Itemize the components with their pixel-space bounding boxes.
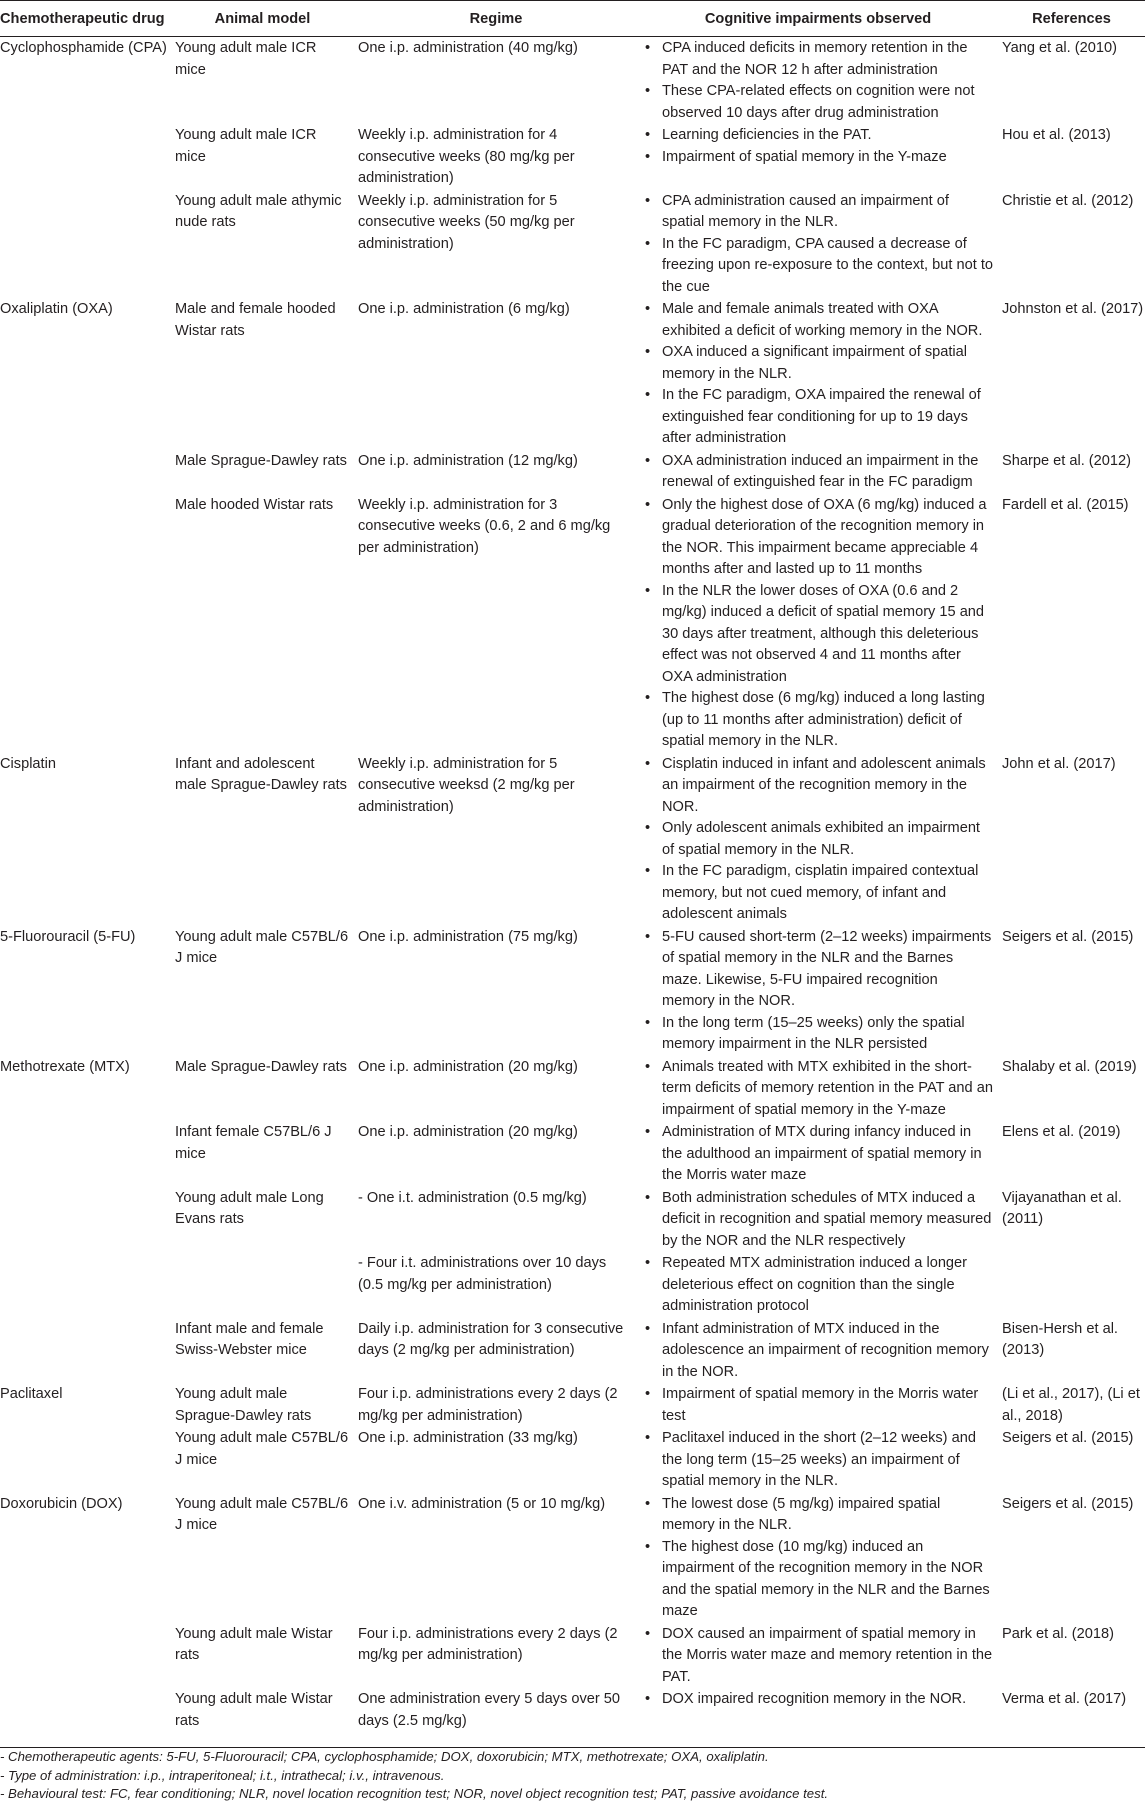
animal-model-cell: Young adult male C57BL/6 J mice	[175, 1430, 349, 1468]
header-cell-regime: Regime	[354, 1, 638, 37]
regime-cell: One i.v. administration (5 or 10 mg/kg)	[358, 1495, 606, 1512]
drug-cell	[0, 1252, 171, 1318]
animal-model-cell: Male Sprague-Dawley rats	[175, 1058, 347, 1075]
animal-model-cell: Young adult male C57BL/6 J mice	[175, 928, 349, 966]
reference-cell: Vijayanathan et al. (2011)	[1002, 1189, 1122, 1227]
regime-cell: - Four i.t. administrations over 10 days (0.5 mg/kg per administration)	[358, 1255, 607, 1293]
regime-cell: Weekly i.p. administration for 3 consecutive weeks (0.6, 2 and 6 mg/kg per administration)	[358, 496, 611, 556]
impairment-item: • Impairment of spatial memory in the Y-maze	[642, 147, 994, 169]
animal-model-cell: Infant and adolescent male Sprague-Dawley rats	[175, 755, 347, 793]
regime-cell: One i.p. administration (20 mg/kg)	[358, 1124, 578, 1140]
animal-model-cell	[171, 1252, 354, 1318]
reference-cell: Seigers et al. (2015)	[1002, 928, 1134, 945]
drug-cell: Oxaliplatin (OXA)	[0, 301, 113, 317]
impairment-list	[642, 1624, 994, 1689]
impairments-cell	[638, 298, 998, 450]
impairments-cell	[638, 926, 998, 1056]
drug-cell	[0, 450, 171, 494]
impairment-list	[642, 125, 994, 168]
drug-cell	[0, 190, 171, 299]
reference-cell: Hou et al. (2013)	[1002, 127, 1111, 143]
animal-model-cell: Young adult male Wistar rats	[175, 1625, 333, 1663]
animal-model-cell: Infant male and female Swiss-Webster mice	[175, 1320, 324, 1358]
regime-cell: Four i.p. administrations every 2 days (2 mg/kg per administration)	[358, 1386, 618, 1424]
impairment-item: • Cisplatin induced in infant and adolescent animals an impairment of the recognition memory in the NOR.	[642, 754, 994, 819]
table-row	[0, 298, 1145, 450]
header-cell-drug: Chemotherapeutic drug	[0, 1, 171, 37]
impairments-cell	[638, 1623, 998, 1689]
table-row	[0, 190, 1145, 299]
table-row	[0, 1318, 1145, 1384]
impairment-item: • The highest dose (10 mg/kg) induced an impairment of the recognition memory in the NOR and the spatial memory in the NLR and the Barnes maze	[642, 1537, 994, 1623]
impairment-item: • Only the highest dose of OXA (6 mg/kg) induced a gradual deterioration of the recognition memory in the NOR. This impairment became appreciable 4 months after and lasted up to 11 months	[642, 495, 994, 581]
impairments-cell	[638, 1427, 998, 1493]
table-row	[0, 1121, 1145, 1187]
impairment-item: • Repeated MTX administration induced a longer deleterious effect on cognition than the single administration protocol	[642, 1253, 994, 1318]
impairment-item: • DOX impaired recognition memory in the NOR.	[642, 1689, 994, 1711]
header-cell-references: References	[998, 1, 1145, 37]
impairment-item: • In the long term (15–25 weeks) only the spatial memory impairment in the NLR persisted	[642, 1013, 994, 1056]
impairment-item: • The lowest dose (5 mg/kg) impaired spatial memory in the NLR.	[642, 1494, 994, 1537]
drug-cell: Paclitaxel	[0, 1386, 63, 1402]
impairments-cell	[638, 190, 998, 299]
impairment-list	[642, 1319, 994, 1384]
drug-cell	[0, 124, 171, 190]
drug-cell	[0, 1318, 171, 1384]
animal-model-cell: Male and female hooded Wistar rats	[175, 301, 336, 339]
impairments-cell	[638, 1252, 998, 1318]
drug-cell: 5-Fluorouracil (5-FU)	[0, 928, 136, 945]
regime-cell: One i.p. administration (12 mg/kg)	[358, 452, 578, 469]
reference-cell: John et al. (2017)	[1002, 755, 1116, 772]
impairment-list	[642, 1428, 994, 1493]
impairment-item: • In the NLR the lower doses of OXA (0.6 and 2 mg/kg) induced a deficit of spatial memory 15 and 30 days after treatment, although this deleterious effect was not observed 4 and 11 months after OXA administration	[642, 581, 994, 689]
table-row	[0, 37, 1145, 125]
regime-cell: Daily i.p. administration for 3 consecutive days (2 mg/kg per administration)	[358, 1320, 624, 1358]
table-row	[0, 926, 1145, 1056]
reference-cell: Elens et al. (2019)	[1002, 1124, 1121, 1140]
header-cell-impairments: Cognitive impairments observed	[638, 1, 998, 37]
impairment-item: • In the FC paradigm, CPA caused a decrease of freezing upon re-exposure to the context, but not to the cue	[642, 234, 994, 299]
regime-cell: Four i.p. administrations every 2 days (2 mg/kg per administration)	[358, 1625, 618, 1663]
animal-model-cell: Young adult male C57BL/6 J mice	[175, 1495, 349, 1533]
impairment-item: • Impairment of spatial memory in the Morris water test	[642, 1384, 994, 1427]
impairments-cell	[638, 1187, 998, 1253]
animal-model-cell: Infant female C57BL/6 J mice	[175, 1124, 332, 1162]
drug-cell: Methotrexate (MTX)	[0, 1058, 130, 1075]
regime-cell: One i.p. administration (6 mg/kg)	[358, 301, 570, 317]
drug-cell: Cyclophosphamide (CPA)	[0, 40, 167, 56]
impairment-list	[642, 1188, 994, 1253]
regime-cell: One i.p. administration (20 mg/kg)	[358, 1058, 578, 1075]
animal-model-cell: Male Sprague-Dawley rats	[175, 452, 347, 469]
impairment-list	[642, 754, 994, 926]
reference-cell: Verma et al. (2017)	[1002, 1691, 1127, 1707]
impairments-cell	[638, 1493, 998, 1623]
impairment-list	[642, 299, 994, 450]
impairments-cell	[638, 37, 998, 125]
impairment-list	[642, 38, 994, 124]
reference-cell: Christie et al. (2012)	[1002, 192, 1134, 209]
reference-cell: Fardell et al. (2015)	[1002, 496, 1129, 513]
impairment-list	[642, 927, 994, 1056]
reference-cell: Sharpe et al. (2012)	[1002, 452, 1131, 469]
header-cell-model: Animal model	[171, 1, 354, 37]
table-row	[0, 1493, 1145, 1623]
impairment-item: • 5-FU caused short-term (2–12 weeks) impairments of spatial memory in the NLR and the Barnes maze. Likewise, 5-FU impaired recognition memory in the NOR.	[642, 927, 994, 1013]
impairment-list	[642, 1057, 994, 1122]
impairment-list	[642, 1253, 994, 1318]
impairment-item: • DOX caused an impairment of spatial memory in the Morris water maze and memory retention in the PAT.	[642, 1624, 994, 1689]
regime-cell: One i.p. administration (40 mg/kg)	[358, 40, 578, 56]
regime-cell: One i.p. administration (75 mg/kg)	[358, 928, 578, 945]
drug-cell: Doxorubicin (DOX)	[0, 1495, 123, 1512]
impairments-cell	[638, 1318, 998, 1384]
drug-cell	[0, 1187, 171, 1253]
regime-cell: Weekly i.p. administration for 4 consecutive weeks (80 mg/kg per administration)	[358, 127, 575, 186]
animal-model-cell: Young adult male Wistar rats	[175, 1691, 333, 1729]
impairments-cell	[638, 1688, 998, 1732]
drug-cell	[0, 1688, 171, 1732]
impairment-item: • OXA administration induced an impairment in the renewal of extinguished fear in the FC paradigm	[642, 451, 994, 494]
table-row	[0, 494, 1145, 753]
footnote: - Behavioural test: FC, fear conditioning; NLR, novel location recognition test; NOR, novel object recognition test; PAT, passive avoidance test.	[0, 1786, 829, 1801]
impairment-item: • In the FC paradigm, OXA impaired the renewal of extinguished fear conditioning for up to 19 days after administration	[642, 385, 994, 450]
impairment-item: • Animals treated with MTX exhibited in the short-term deficits of memory retention in the PAT and an impairment of spatial memory in the Y-maze	[642, 1057, 994, 1122]
footnotes	[0, 1748, 1145, 1804]
impairment-item: • These CPA-related effects on cognition were not observed 10 days after drug administration	[642, 81, 994, 124]
impairment-item: • The highest dose (6 mg/kg) induced a long lasting (up to 11 months after administration) deficit of spatial memory in the NLR.	[642, 688, 994, 753]
reference-cell	[998, 1252, 1145, 1318]
impairment-item: • Male and female animals treated with OXA exhibited a deficit of working memory in the NOR.	[642, 299, 994, 342]
regime-cell: Weekly i.p. administration for 5 consecutive weeks (50 mg/kg per administration)	[358, 192, 575, 252]
regime-cell: - One i.t. administration (0.5 mg/kg)	[358, 1189, 587, 1206]
impairment-item: • OXA induced a significant impairment of spatial memory in the NLR.	[642, 342, 994, 385]
reference-cell: Shalaby et al. (2019)	[1002, 1058, 1137, 1075]
reference-cell: Park et al. (2018)	[1002, 1625, 1114, 1642]
animal-model-cell: Young adult male athymic nude rats	[175, 192, 342, 230]
impairment-list	[642, 1494, 994, 1623]
drug-cell	[0, 1121, 171, 1187]
table-row	[0, 1383, 1145, 1427]
impairments-cell	[638, 1383, 998, 1427]
footnote: - Chemotherapeutic agents: 5-FU, 5-Fluorouracil; CPA, cyclophosphamide; DOX, doxorubicin; MTX, methotrexate; OXA, oxaliplatin.	[0, 1749, 769, 1764]
impairment-item: • Learning deficiencies in the PAT.	[642, 125, 994, 147]
animal-model-cell: Young adult male Sprague-Dawley rats	[175, 1386, 312, 1424]
reference-cell: Seigers et al. (2015)	[1002, 1430, 1134, 1446]
impairments-cell	[638, 753, 998, 926]
impairment-item: • CPA induced deficits in memory retention in the PAT and the NOR 12 h after administration	[642, 38, 994, 81]
table-row	[0, 124, 1145, 190]
table-body	[0, 37, 1145, 1733]
table-row	[0, 1623, 1145, 1689]
reference-cell: Yang et al. (2010)	[1002, 40, 1117, 56]
impairment-list	[642, 191, 994, 299]
animal-model-cell: Male hooded Wistar rats	[175, 496, 334, 513]
impairment-item: • Both administration schedules of MTX induced a deficit in recognition and spatial memory measured by the NOR and the NLR respectively	[642, 1188, 994, 1253]
animal-model-cell: Young adult male ICR mice	[175, 127, 317, 165]
drug-cell	[0, 1427, 171, 1493]
regime-cell: One i.p. administration (33 mg/kg)	[358, 1430, 578, 1446]
table-row	[0, 1252, 1145, 1318]
footnote: - Type of administration: i.p., intraperitoneal; i.t., intrathecal; i.v., intravenous.	[0, 1767, 445, 1783]
impairments-cell	[638, 1121, 998, 1187]
impairment-list	[642, 1689, 994, 1711]
table-row	[0, 1056, 1145, 1122]
impairment-list	[642, 495, 994, 753]
impairment-item: • Administration of MTX during infancy induced in the adulthood an impairment of spatial memory in the Morris water maze	[642, 1122, 994, 1187]
impairments-cell	[638, 494, 998, 753]
reference-cell: Johnston et al. (2017)	[1002, 301, 1144, 317]
table-row	[0, 753, 1145, 926]
drug-cell	[0, 494, 171, 753]
reference-cell: Seigers et al. (2015)	[1002, 1495, 1134, 1512]
drug-cell	[0, 1623, 171, 1689]
table-row	[0, 1688, 1145, 1732]
reference-cell: (Li et al., 2017), (Li et al., 2018)	[1002, 1386, 1140, 1424]
table-row	[0, 1187, 1145, 1253]
impairment-item: • Paclitaxel induced in the short (2–12 weeks) and the long term (15–25 weeks) an impairment of spatial memory in the NLR.	[642, 1428, 994, 1493]
impairments-cell	[638, 124, 998, 190]
header-row	[0, 1, 1145, 37]
impairment-list	[642, 1384, 994, 1427]
impairment-item: • In the FC paradigm, cisplatin impaired contextual memory, but not cued memory, of infant and adolescent animals	[642, 861, 994, 926]
impairment-item: • CPA administration caused an impairment of spatial memory in the NLR.	[642, 191, 994, 234]
drug-cell: Cisplatin	[0, 755, 56, 772]
impairment-item: • Infant administration of MTX induced in the adolescence an impairment of recognition memory in the NOR.	[642, 1319, 994, 1384]
table-row	[0, 1427, 1145, 1493]
animal-model-cell: Young adult male Long Evans rats	[175, 1189, 324, 1227]
impairment-item: • Only adolescent animals exhibited an impairment of spatial memory in the NLR.	[642, 818, 994, 861]
impairments-cell	[638, 1056, 998, 1122]
regime-cell: One administration every 5 days over 50 days (2.5 mg/kg)	[358, 1691, 621, 1729]
impairment-list	[642, 451, 994, 494]
animal-model-cell: Young adult male ICR mice	[175, 40, 317, 78]
regime-cell: Weekly i.p. administration for 5 consecutive weeksd (2 mg/kg per administration)	[358, 755, 575, 815]
table-row	[0, 450, 1145, 494]
impairment-list	[642, 1122, 994, 1187]
reference-cell: Bisen-Hersh et al. (2013)	[1002, 1320, 1118, 1358]
impairments-cell	[638, 450, 998, 494]
